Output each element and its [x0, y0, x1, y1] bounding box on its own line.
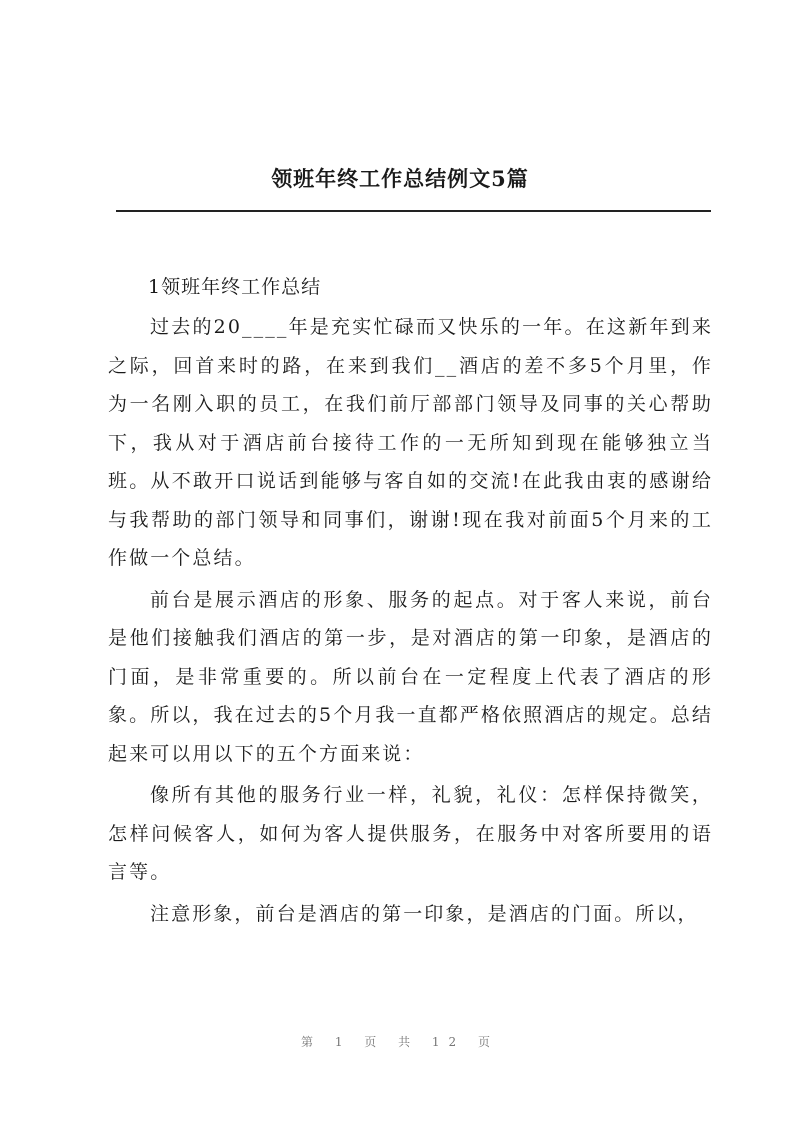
title-divider [116, 210, 711, 212]
document-title: 领班年终工作总结例文5篇 [271, 166, 529, 191]
paragraph: 过去的20____年是充实忙碌而又快乐的一年。在这新年到来之际，回首来时的路，在来到我们__酒店的差不多5个月里，作为一名刚入职的员工，在我们前厅部部门领导及同事的关心帮助下，我从对于酒店前台接待工作的一无所知到现在能够独立当班。从不敢开口说话到能够与客自如的交流!在此我由衷的感谢给与我帮助的部门领导和同事们，谢谢!现在我对前面5个月来的工作做一个总结。 [108, 316, 713, 569]
section-heading: 1领班年终工作总结 [148, 276, 322, 298]
paragraph: 注意形象，前台是酒店的第一印象，是酒店的门面。所以， [150, 902, 699, 925]
page-number-footer: 第 1 页 共 12 页 [301, 1035, 499, 1049]
paragraph: 像所有其他的服务行业一样，礼貌，礼仪：怎样保持微笑，怎样问候客人，如何为客人提供服务，在服务中对客所要用的语言等。 [108, 784, 713, 883]
paragraph: 前台是展示酒店的形象、服务的起点。对于客人来说，前台是他们接触我们酒店的第一步，是对酒店的第一印象，是酒店的门面，是非常重要的。所以前台在一定程度上代表了酒店的形象。所以，我在过去的5个月我一直都严格依照酒店的规定。总结起来可以用以下的五个方面来说： [108, 588, 713, 765]
document-body [108, 268, 713, 936]
